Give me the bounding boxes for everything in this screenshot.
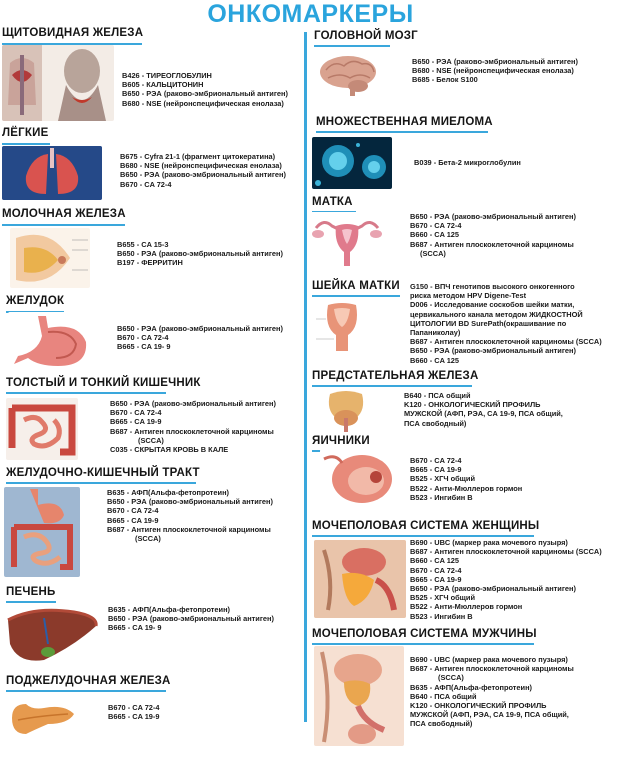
list-item: B670 - CA 72-4 xyxy=(410,565,462,575)
list-item: (SCCA) xyxy=(420,248,446,258)
thyroid-illustration xyxy=(2,45,114,121)
list-item: B650 - РЭА (раково-эмбриональный антиген) xyxy=(107,497,273,507)
page-title: ОНКОМАРКЕРЫ xyxy=(207,0,414,28)
items-brain xyxy=(412,57,578,85)
list-item: B680 - NSE (нейронспецифическая енолаза) xyxy=(120,161,282,171)
list-item: B523 - Ингибин В xyxy=(410,492,473,502)
list-item: B655 - CA 15-3 xyxy=(117,240,169,249)
list-item: B650 - РЭА (раково-эмбриональный антиген) xyxy=(122,89,288,99)
list-item: риска методом HPV Digene-Test xyxy=(410,291,527,301)
items-thyroid xyxy=(122,71,288,108)
list-item: B665 - CA 19-9 xyxy=(410,574,462,584)
list-item: (SCCA) xyxy=(138,435,164,445)
list-item: B690 - UBC (маркер рака мочевого пузыря) xyxy=(410,538,568,547)
list-item: МУЖСКОЙ (АФП, РЭА, CA 19-9, ПСА общий, xyxy=(410,710,569,720)
list-item: B660 - CA 125 xyxy=(410,355,460,365)
heading-underline xyxy=(6,392,166,394)
list-item: B670 - CA 72-4 xyxy=(120,179,172,189)
intestine-illustration xyxy=(6,398,78,460)
list-item: B650 - РЭА (раково-эмбриональный антиген) xyxy=(117,249,283,259)
list-item: B660 - CA 125 xyxy=(410,230,460,240)
items-gi-tract xyxy=(107,488,273,543)
list-item: B039 - Бета-2 микроглобулин xyxy=(414,158,521,167)
list-item: B605 - КАЛЬЦИТОНИН xyxy=(122,80,204,90)
list-item: B670 - CA 72-4 xyxy=(108,703,160,712)
section-heading-prostate: ПРЕДСТАТЕЛЬНАЯ ЖЕЛЕЗА xyxy=(312,370,479,382)
list-item: B635 - АФП(Альфа-фетопротеин) xyxy=(410,682,533,692)
list-item: B640 - ПСА общий xyxy=(410,691,477,701)
list-item: B687 - Антиген плоскоклеточной карциномы (SCCA) xyxy=(410,547,602,557)
column-divider xyxy=(304,32,307,722)
list-item: B635 - АФП(Альфа-фетопротеин) xyxy=(108,605,231,614)
list-item: B665 - CA 19- 9 xyxy=(117,342,171,352)
list-item: B650 - РЭА (раково-эмбриональный антиген) xyxy=(108,614,274,624)
section-heading-lungs: ЛЁГКИЕ xyxy=(2,127,49,139)
list-item: G150 - ВПЧ генотипов высокого онкогенного xyxy=(410,282,575,291)
list-item: B522 - Анти-Мюллеров гормон xyxy=(410,602,523,612)
heading-underline xyxy=(312,385,472,387)
list-item: B687 - Антиген плоскоклеточной карциномы xyxy=(410,664,574,674)
heading-underline xyxy=(312,295,400,297)
section-heading-thyroid: ЩИТОВИДНАЯ ЖЕЛЕЗА xyxy=(2,27,144,39)
heading-underline xyxy=(6,690,166,692)
list-item: ЦИТОЛОГИИ BD SurePath(окрашивание по xyxy=(410,318,567,328)
ovaries-illustration xyxy=(320,449,396,511)
list-item: (SCCA) xyxy=(438,673,464,683)
list-item: цервикального канала методом ЖИДКОСТНОЙ xyxy=(410,309,583,319)
list-item: B670 - CA 72-4 xyxy=(110,408,162,418)
list-item: Папаниколау) xyxy=(410,328,461,338)
prostate-illustration xyxy=(316,388,376,434)
list-item: B197 - ФЕРРИТИН xyxy=(117,258,183,268)
list-item: B687 - Антиген плоскоклеточной карциномы xyxy=(410,239,574,249)
gi-tract-illustration xyxy=(4,487,80,577)
male-urogenital-illustration xyxy=(314,646,404,746)
list-item: K120 - ОНКОЛОГИЧЕСКИЙ ПРОФИЛЬ xyxy=(404,400,541,410)
items-pancreas xyxy=(108,703,159,721)
list-item: B670 - CA 72-4 xyxy=(117,333,169,343)
breast-illustration xyxy=(10,228,90,288)
heading-underline xyxy=(312,535,534,537)
items-lungs xyxy=(120,152,286,189)
list-item: (SCCA) xyxy=(135,534,161,544)
list-item: B650 - РЭА (раково-эмбриональный антиген) xyxy=(410,212,576,221)
list-item: B665 - CA 19- 9 xyxy=(108,623,162,633)
section-heading-intestine: ТОЛСТЫЙ И ТОНКИЙ КИШЕЧНИК xyxy=(6,377,201,389)
items-male-urogenital xyxy=(410,655,574,729)
cervix-illustration xyxy=(312,299,372,361)
list-item: B660 - CA 125 xyxy=(410,556,460,566)
heading-underline xyxy=(312,643,534,645)
section-heading-stomach: ЖЕЛУДОК xyxy=(6,295,65,307)
list-item: B523 - Ингибин В xyxy=(410,611,473,621)
brain-illustration xyxy=(316,52,382,98)
items-liver xyxy=(108,605,274,633)
list-item: B670 - CA 72-4 xyxy=(107,506,159,516)
section-heading-breast: МОЛОЧНАЯ ЖЕЛЕЗА xyxy=(2,208,126,220)
list-item: B687 - Антиген плоскоклеточной карциномы xyxy=(107,524,271,534)
items-prostate xyxy=(404,391,563,428)
list-item: МУЖСКОЙ (АФП, РЭА, CA 19-9, ПСА общий, xyxy=(404,409,563,419)
list-item: K120 - ОНКОЛОГИЧЕСКИЙ ПРОФИЛЬ xyxy=(410,701,547,711)
items-female-urogenital xyxy=(410,538,602,621)
list-item: B525 - ХГЧ общий xyxy=(410,593,476,603)
items-breast xyxy=(117,240,283,268)
list-item: B640 - ПСА общий xyxy=(404,391,471,400)
uterus-illustration xyxy=(310,212,384,268)
section-heading-ovaries: ЯИЧНИКИ xyxy=(312,435,370,447)
section-heading-myeloma: МНОЖЕСТВЕННАЯ МИЕЛОМА xyxy=(316,116,493,128)
list-item: B665 - CA 19-9 xyxy=(107,515,159,525)
list-item: B685 - Белок S100 xyxy=(412,75,478,85)
list-item: B650 - РЭА (раково-эмбриональный антиген) xyxy=(117,324,283,333)
list-item: B426 - ТИРЕОГЛОБУЛИН xyxy=(122,71,212,80)
list-item: B687 - Антиген плоскоклеточной карциномы xyxy=(110,426,274,436)
pancreas-illustration xyxy=(8,694,78,742)
stomach-illustration xyxy=(8,312,98,372)
section-heading-uterus: МАТКА xyxy=(312,196,353,208)
list-item: B650 - РЭА (раково-эмбриональный антиген) xyxy=(412,57,578,66)
list-item: B675 - Cyfra 21-1 (фрагмент цитокератина) xyxy=(120,152,276,161)
list-item: B665 - CA 19-9 xyxy=(110,417,162,427)
section-heading-pancreas: ПОДЖЕЛУДОЧНАЯ ЖЕЛЕЗА xyxy=(6,675,171,687)
list-item: ПСА свободный) xyxy=(404,418,467,428)
list-item: B650 - РЭА (раково-эмбриональный антиген) xyxy=(120,170,286,180)
list-item: B670 - CA 72-4 xyxy=(410,221,462,231)
female-urogenital-illustration xyxy=(314,540,406,618)
list-item: B670 - CA 72-4 xyxy=(410,456,462,465)
items-myeloma xyxy=(414,158,521,167)
section-heading-male-urogenital: МОЧЕПОЛОВАЯ СИСТЕМА МУЖЧИНЫ xyxy=(312,628,537,640)
heading-underline xyxy=(6,601,56,603)
list-item: B690 - UBC (маркер рака мочевого пузыря) xyxy=(410,655,568,664)
list-item: B650 - РЭА (раково-эмбриональный антиген) xyxy=(410,584,576,594)
heading-underline xyxy=(316,131,488,133)
list-item: D006 - Исследование соскобов шейки матки, xyxy=(410,300,575,310)
items-ovaries xyxy=(410,456,522,502)
items-intestine xyxy=(110,399,276,454)
list-item: B680 - NSE (нейронспецифическая енолаза) xyxy=(122,98,284,108)
list-item: B635 - АФП(Альфа-фетопротеин) xyxy=(107,488,230,497)
section-heading-gi-tract: ЖЕЛУДОЧНО-КИШЕЧНЫЙ ТРАКТ xyxy=(6,467,200,479)
liver-illustration xyxy=(4,604,100,668)
heading-underline xyxy=(6,482,196,484)
section-heading-cervix: ШЕЙКА МАТКИ xyxy=(312,280,400,292)
list-item: ПСА свободный) xyxy=(410,719,473,729)
lungs-illustration xyxy=(2,146,102,200)
list-item: B665 - CA 19-9 xyxy=(410,465,462,475)
list-item: B650 - РЭА (раково-эмбриональный антиген) xyxy=(110,399,276,408)
myeloma-illustration xyxy=(312,137,392,189)
list-item: B687 - Антиген плоскоклеточной карциномы (SCCA) xyxy=(410,337,602,347)
items-stomach xyxy=(117,324,283,352)
list-item: B665 - CA 19-9 xyxy=(108,712,160,722)
heading-underline xyxy=(2,143,50,145)
items-uterus xyxy=(410,212,576,258)
list-item: B525 - ХГЧ общий xyxy=(410,474,476,484)
section-heading-liver: ПЕЧЕНЬ xyxy=(6,586,56,598)
section-heading-female-urogenital: МОЧЕПОЛОВАЯ СИСТЕМА ЖЕНЩИНЫ xyxy=(312,520,540,532)
heading-underline xyxy=(2,224,125,226)
list-item: B522 - Анти-Мюллеров гормон xyxy=(410,483,523,493)
heading-underline xyxy=(314,45,390,47)
section-heading-brain: ГОЛОВНОЙ МОЗГ xyxy=(314,30,418,42)
list-item: B680 - NSE (нейронспецифическая енолаза) xyxy=(412,66,574,76)
list-item: B650 - РЭА (раково-эмбриональный антиген) xyxy=(410,346,576,356)
items-cervix xyxy=(410,282,602,365)
list-item: C035 - СКРЫТАЯ КРОВЬ В КАЛЕ xyxy=(110,445,229,455)
